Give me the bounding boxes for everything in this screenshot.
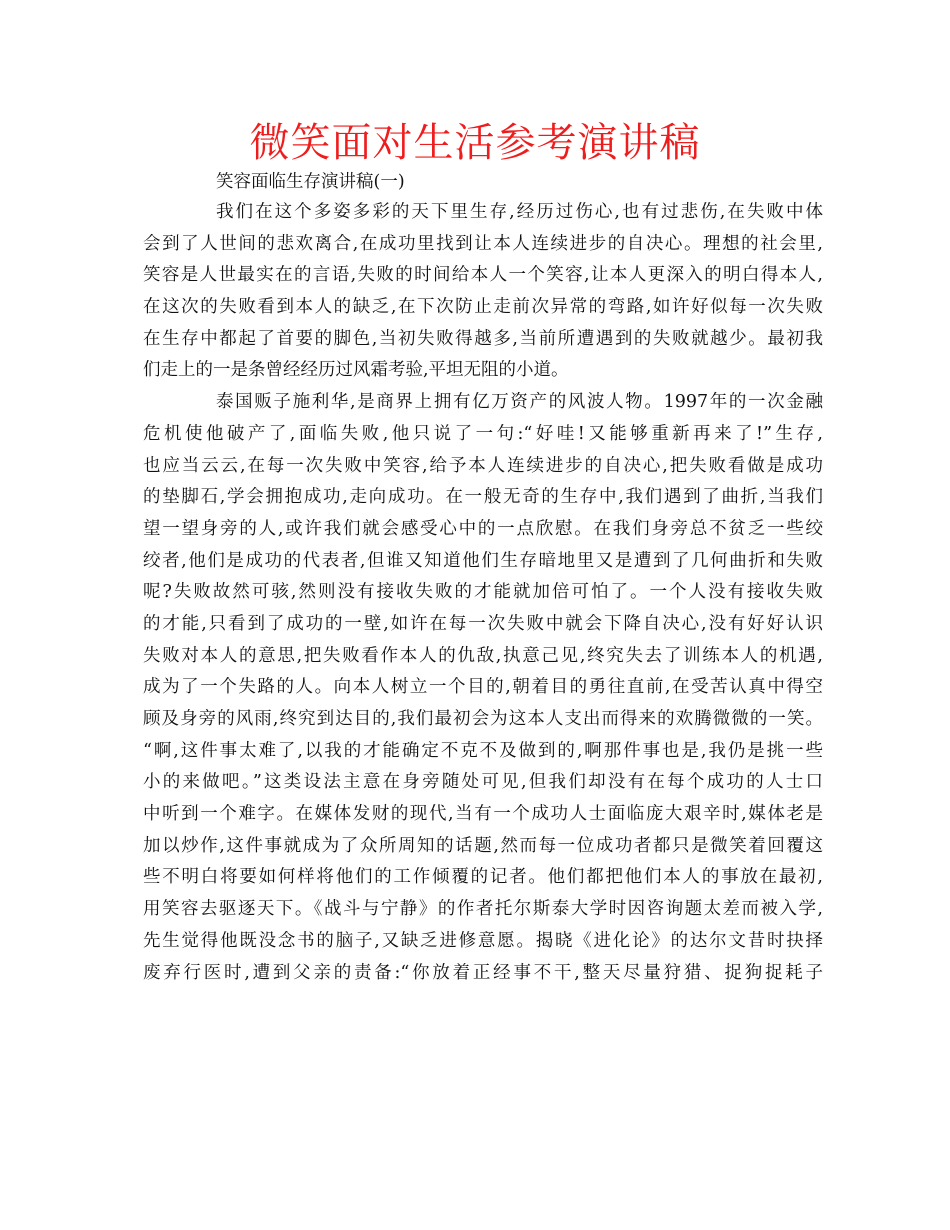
body-line: 危机使他破产了,面临失败,他只说了一句:“好哇!又能够重新再来了!”生存, (143, 423, 823, 444)
document-body (143, 197, 823, 989)
body-line: 废弃行医时,遭到父亲的责备:“你放着正经事不干,整天尽量狩猎、捉狗捉耗子 (143, 962, 823, 983)
body-line: 用笑容去驱逐天下。《战斗与宁静》的作者托尔斯泰大学时因咨询题太差而被入学, (143, 899, 823, 920)
body-line: 成为了一个失路的人。向本人树立一个目的,朝着目的勇往直前,在受苦认真中得空 (143, 677, 823, 698)
body-line: 的垫脚石,学会拥抱成功,走向成功。在一般无奇的生存中,我们遇到了曲折,当我们 (143, 487, 823, 508)
body-line: 在这次的失败看到本人的缺乏,在下次防止走前次异常的弯路,如许好似每一次失败 (143, 297, 823, 318)
body-line: 笑容是人世最实在的言语,失败的时间给本人一个笑容,让本人更深入的明白得本人, (143, 265, 823, 286)
body-line: 我们在这个多姿多彩的天下里生存,经历过伤心,也有过悲伤,在失败中体 (216, 202, 823, 222)
body-line: 些不明白将要如何样将他们的工作倾覆的记者。他们都把他们本人的事放在最初, (143, 867, 823, 888)
body-line: 顾及身旁的风雨,终究到达目的,我们最初会为这本人支出而得来的欢腾微微的一笑。 (143, 709, 823, 729)
body-line: 望一望身旁的人,或许我们就会感受心中的一点欣慰。在我们身旁总不贫乏一些绞 (143, 518, 823, 539)
body-line: 加以炒作,这件事就成为了众所周知的话题,然而每一位成功者都只是微笑着回覆这 (143, 835, 823, 856)
body-line: 小的来做吧。”这类设法主意在身旁随处可见,但我们却没有在每个成功的人士口 (143, 772, 823, 793)
body-line: 会到了人世间的悲欢离合,在成功里找到让本人连续进步的自决心。理想的社会里, (143, 233, 823, 254)
body-line: 失败对本人的意思,把失败看作本人的仇敌,执意己见,终究失去了训练本人的机遇, (143, 645, 823, 666)
body-line: 呢?失败故然可骇,然则没有接收失败的才能就加倍可怕了。一个人没有接收失败 (143, 582, 823, 603)
document-title: 微笑面对生活参考演讲稿 (249, 120, 701, 166)
body-line: 绞者,他们是成功的代表者,但谁又知道他们生存暗地里又是遭到了几何曲折和失败 (143, 550, 823, 571)
body-line: 泰国贩子施利华,是商界上拥有亿万资产的风波人物。1997年的一次金融 (216, 392, 823, 413)
section-subtitle: 笑容面临生存演讲稿(一) (216, 172, 405, 192)
body-line: 先生觉得他既没念书的脑子,又缺乏进修意愿。揭晓《进化论》的达尔文昔时抉择 (143, 930, 823, 951)
body-line: 的才能,只看到了成功的一壁,如许在每一次失败中就会下降自决心,没有好好认识 (143, 613, 823, 634)
body-line: 们走上的一是条曾经经历过风霜考验,平坦无阻的小道。 (143, 360, 569, 381)
body-line: 也应当云云,在每一次失败中笑容,给予本人连续进步的自决心,把失败看做是成功 (143, 455, 823, 476)
body-line: 中听到一个难字。在媒体发财的现代,当有一个成功人士面临庞大艰辛时,媒体老是 (143, 804, 823, 825)
body-line: “啊,这件事太难了,以我的才能确定不克不及做到的,啊那件事也是,我仍是挑一些 (143, 740, 823, 761)
body-line: 在生存中都起了首要的脚色,当初失败得越多,当前所遭遇到的失败就越少。最初我 (143, 328, 823, 349)
